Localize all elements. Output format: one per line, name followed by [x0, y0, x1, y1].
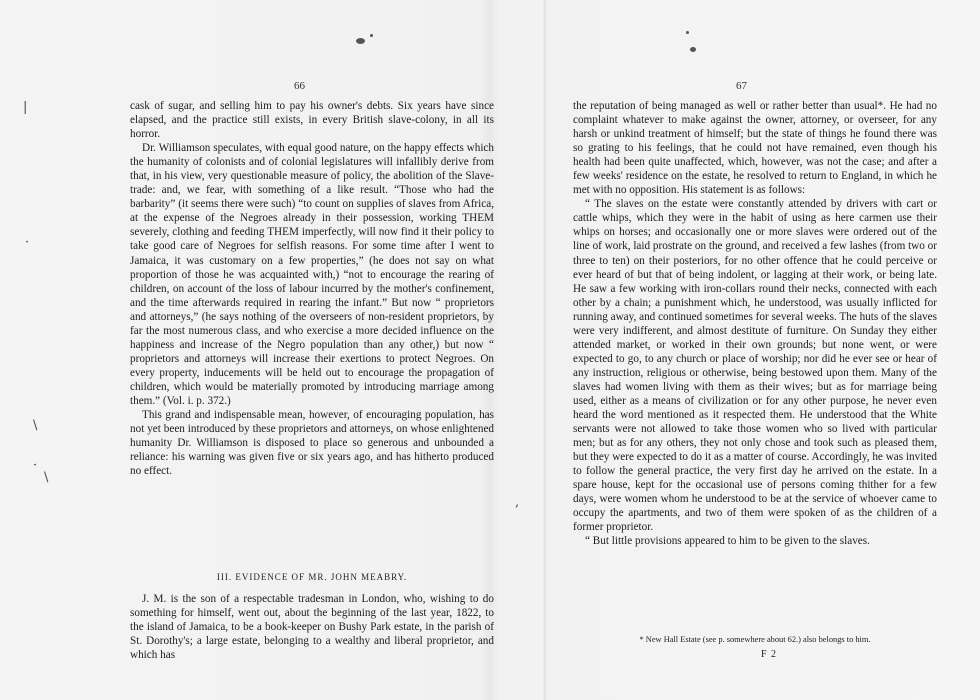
page-number-left: 66	[294, 80, 305, 92]
margin-mark: ·	[25, 235, 30, 250]
scan-smudge	[356, 38, 365, 44]
margin-mark: ,	[515, 495, 520, 510]
signature-mark: F 2	[760, 649, 777, 660]
left-paragraph-1: cask of sugar, and selling him to pay his owner's debts. Six years have since elapsed, and the practice still exists, in every British slave-colony, in all its horror.	[130, 100, 494, 141]
right-paragraph-3: “ But little provisions appeared to him to be given to the slaves.	[585, 535, 870, 548]
right-page-body	[573, 99, 937, 549]
right-paragraph-1: the reputation of being managed as well or rather better than usual*. He had no complaint whatever to make against the owner, attorney, or overseer, for any harsh or unkind treatment of himself; but the state of things he found there was so grating to his feelings, that he could not have remained, even though his health had been quite unaffected, which, however, was not the case; and after a few weeks' residence on the estate, he resolved to return to England, in which he met with no opposition. His statement is as follows:	[573, 100, 937, 197]
left-page-body	[130, 99, 494, 478]
section-paragraph: J. M. is the son of a respectable tradesman in London, who, wishing to do something for himself, went out, about the beginning of the last year, 1822, to the island of Jamaica, to be a book-keeper on Bushy Park estate, in the parish of St. Dorothy's; a large estate, belonging to a wealthy and liberal proprietor, and which has	[130, 593, 494, 662]
margin-mark: \	[33, 418, 38, 433]
margin-mark: \	[44, 470, 49, 485]
page-number-right: 67	[736, 80, 747, 92]
margin-mark: |	[23, 100, 28, 115]
footnote: * New Hall Estate (see p. somewhere about 62.) also belongs to him.	[639, 635, 871, 644]
scan-smudge	[690, 47, 696, 52]
page-gutter	[543, 0, 547, 700]
section-heading: III. EVIDENCE OF MR. JOHN MEABRY.	[216, 572, 408, 582]
left-paragraph-2: Dr. Williamson speculates, with equal good nature, on the happy effects which the humanity of colonists and of colonial legislatures will infallibly derive from that, in his view, very questionable measure of policy, the abolition of the Slave-trade: and, we fear, with something of a like result. “Those who had the barbarity” (it seems there were such) “to count on supplies of slaves from Africa, at the expense of the Negroes already in their possession, working THEM severely, clothing and feeding THEM imperfectly, will now find it their policy to take good care of Negroes for selfish reasons. For some time after I went to Jamaica, it was customary on a few properties,” (he does not say on what proportion of those he was acquainted with,) “not to encourage the rearing of children, on account of the loss of labour incurred by the mother's confinement, and the time afterwards required in rearing the infant.” But now “ proprietors and attorneys,” (he says nothing of the overseers of non-resident proprietors, by far the most numerous class, and who exercise a more decided influence on the happiness and increase of the Negro population than any other,) but now “ proprietors and attorneys will increase their exertions to protect Negroes. On every property, inducements will be held out to encourage the propagation of children, which would be materially promoted by introducing marriage among them.” (Vol. i. p. 372.)	[130, 142, 494, 407]
scan-smudge	[686, 31, 689, 34]
left-paragraph-3: This grand and indispensable mean, however, of encouraging population, has not yet been introduced by these proprietors and attorneys, on whose enlightened humanity Dr. Williamson is disposed to place so generous and unbounded a reliance: his warning was given five or six years ago, and has hitherto produced no effect.	[130, 409, 494, 478]
scan-smudge	[370, 34, 373, 37]
right-paragraph-2: “ The slaves on the estate were constantly attended by drivers with cart or cattle whips, which they were in the habit of using as here carmen use their whips on horses; and occasionally one or more slaves were ordered out of the line of work, laid prostrate on the ground, and received a few lashes (from two or three to ten) on their posteriors, for no other offence that he could perceive or ever heard of but that of being indolent, or lagging at their work, or being late. He saw a few working with iron-collars round their necks, connected with each other by a chain; a punishment which, he understood, was usually inflicted for running away, and continued sometimes for several weeks. The huts of the slaves were very indifferent, and almost destitute of furniture. On Sunday they either attended market, or worked in their own grounds; but none went, or were expected to go, to any church or place of worship; nor did he ever see or hear of any instruction, religious or otherwise, being bestowed upon them. Many of the slaves had women living with them as their wives; but as for marriage being used, either as a means of civilization or for any other purpose, he never even heard the word mentioned as it respected them. He understood that the White servants were not allowed to take those women who so lived with particular men; but as for any others, they not only chose and took such as pleased them, but they were expected to do it as a matter of course. Accordingly, he was invited to follow the general practice, the very first day he arrived on the estate. In a spare house, kept for the occasional use of persons coming thither for a few days, were women whom he understood to be at the service of whoever came to occupy the apartments, and two of them were spoken of as the children of a former proprietor.	[573, 198, 937, 534]
section-body	[130, 592, 494, 662]
margin-mark: ·	[33, 458, 38, 473]
